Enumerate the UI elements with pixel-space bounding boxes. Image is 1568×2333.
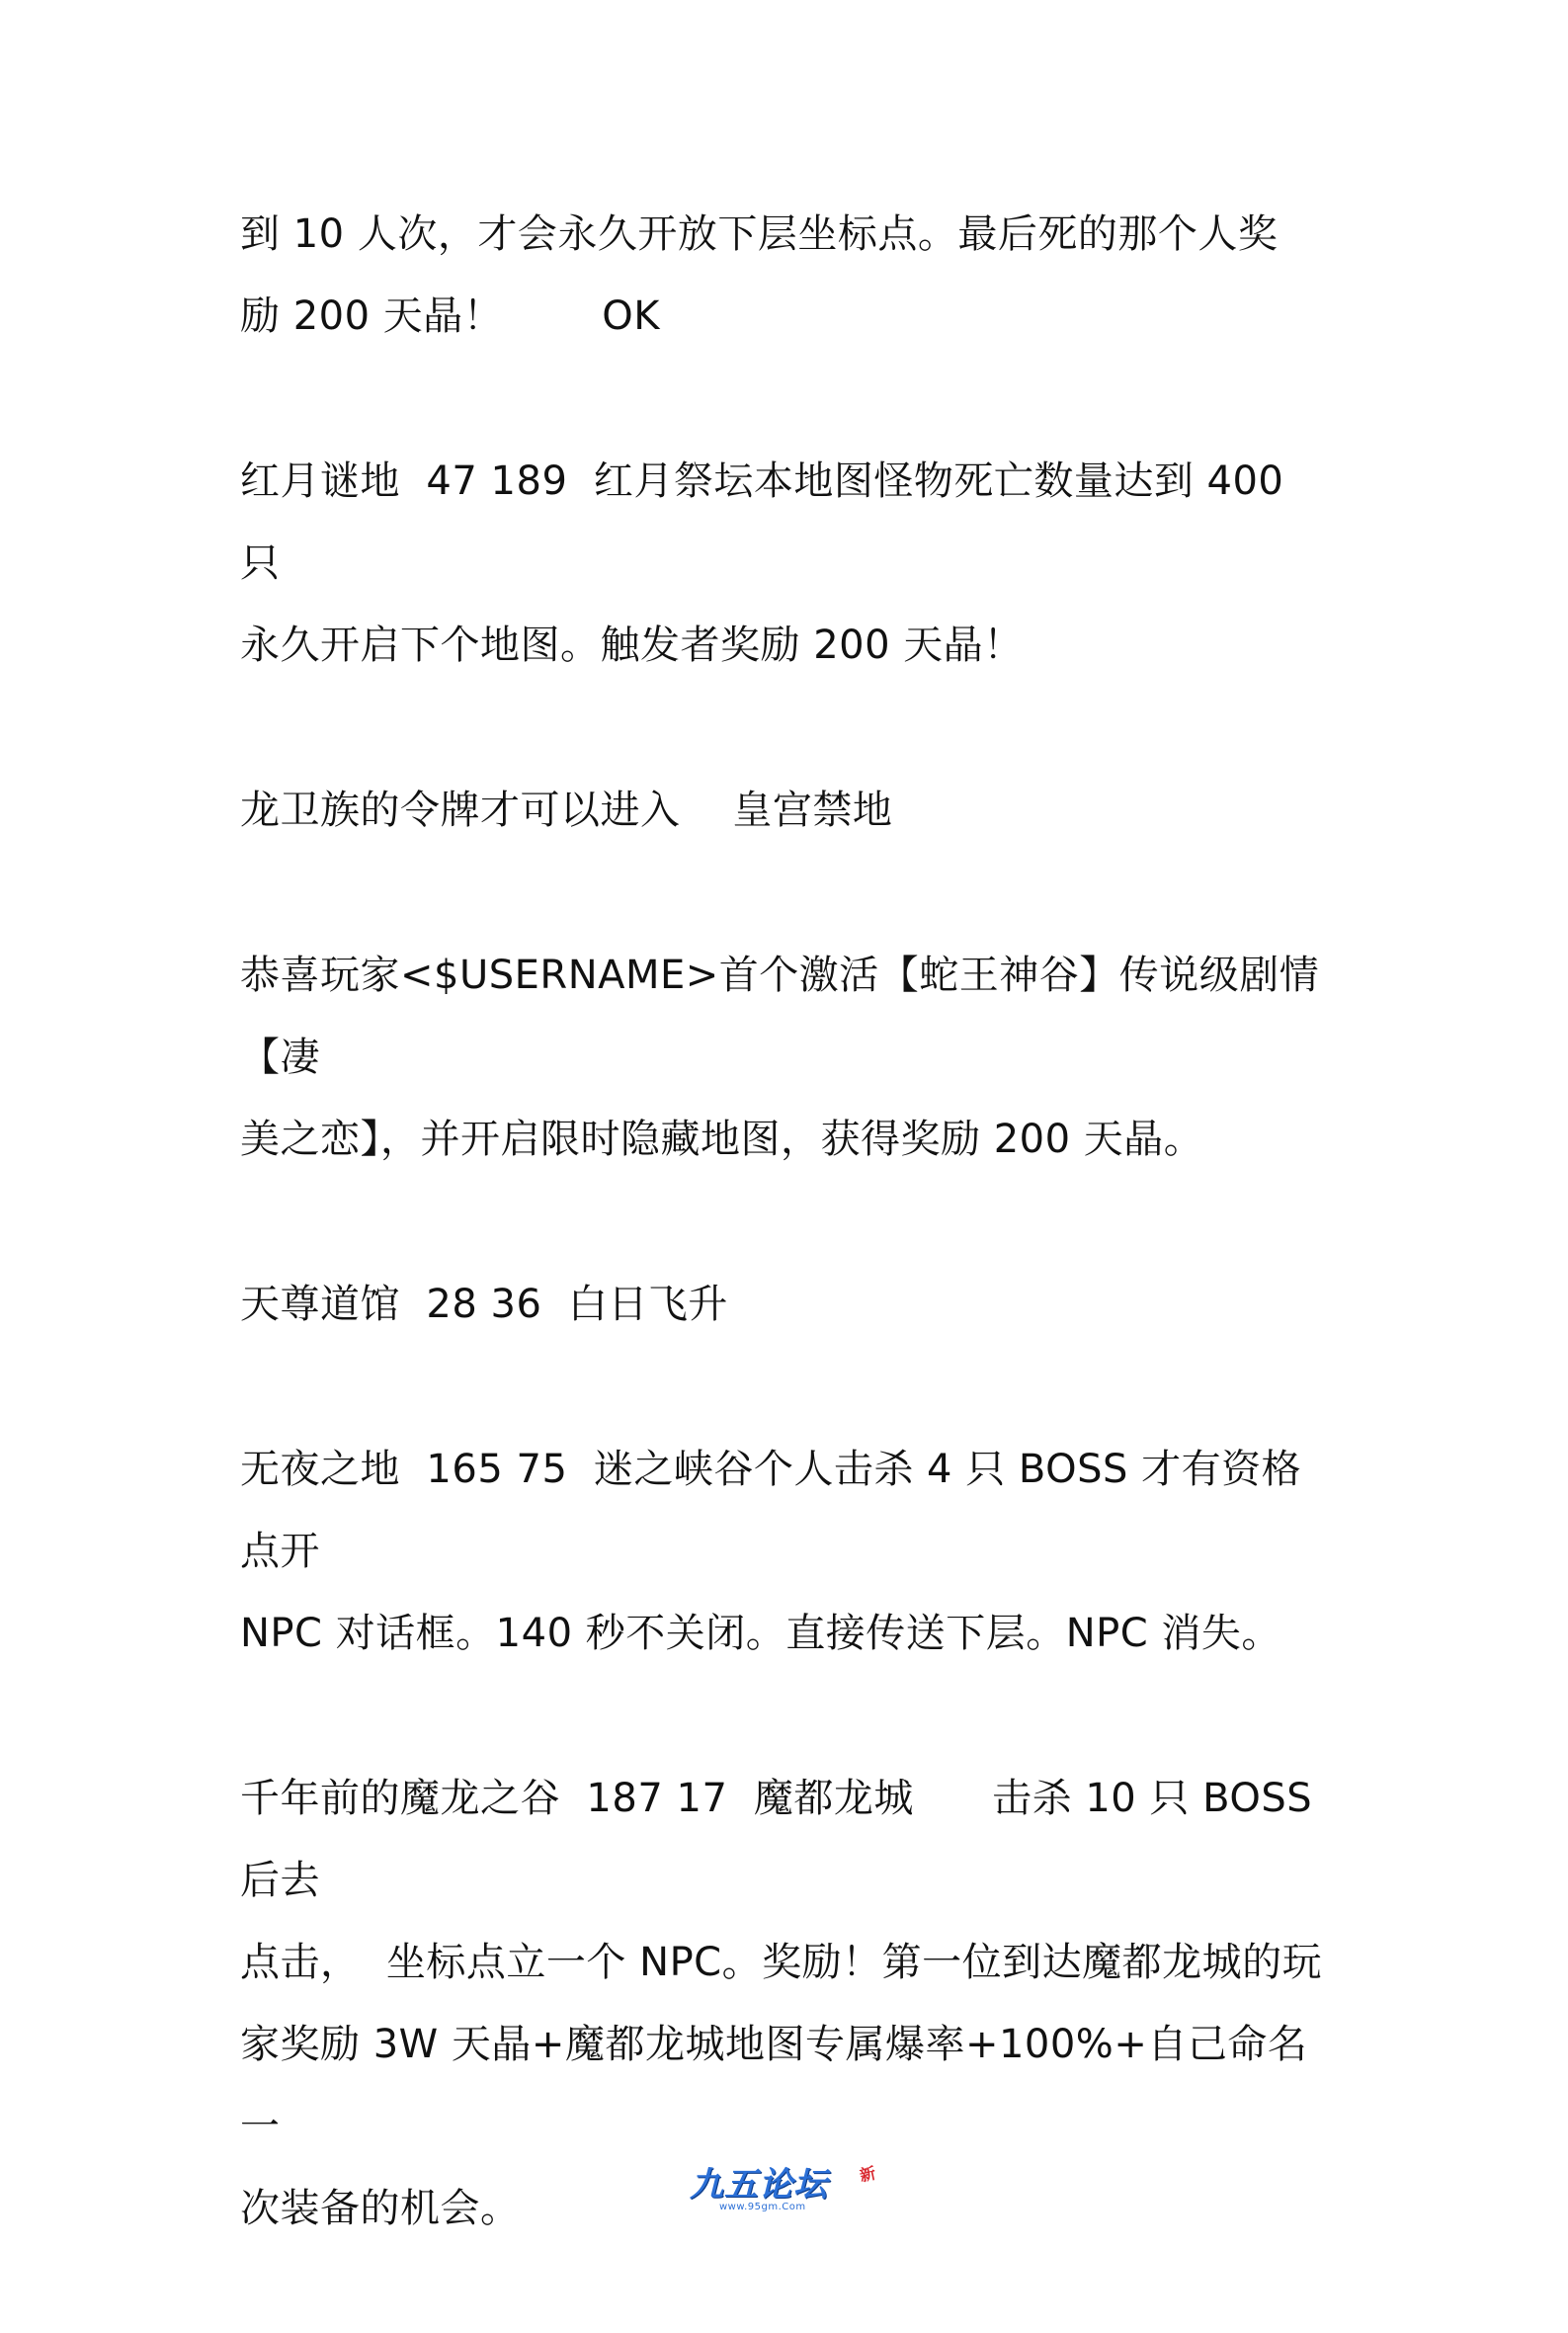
forum-logo	[690, 2163, 897, 2215]
paragraph-1-line-1: 到 10 人次，才会永久开放下层坐标点。最后死的那个人奖	[240, 211, 1279, 257]
paragraph-1	[240, 194, 1337, 358]
paragraph-3-line-1: 龙卫族的令牌才可以进入 皇宫禁地	[240, 788, 893, 833]
paragraph-6-line-1: 无夜之地 165 75 迷之峡谷个人击杀 4 只 BOSS 才有资格点开	[240, 1447, 1302, 1574]
paragraph-7-line-2: 点击， 坐标点立一个 NPC。奖励！第一位到达魔都龙城的玩	[240, 1940, 1323, 1985]
paragraph-1-line-2: 励 200 天晶！	[240, 293, 504, 339]
paragraph-6	[240, 1429, 1337, 1675]
paragraph-2-line-2: 永久开启下个地图。触发者奖励 200 天晶！	[240, 623, 1024, 668]
document-body	[240, 194, 1337, 2333]
ok-mark: OK	[602, 293, 660, 339]
paragraph-4-line-2: 美之恋】，并开启限时隐藏地图，获得奖励 200 天晶。	[240, 1117, 1204, 1162]
paragraph-3	[240, 770, 1337, 852]
paragraph-2-line-1: 红月谜地 47 189 红月祭坛本地图怪物死亡数量达到 400 只	[240, 458, 1297, 586]
paragraph-7-line-4: 次装备的机会。	[240, 2186, 521, 2231]
paragraph-7-line-3: 家奖励 3W 天晶+魔都龙城地图专属爆率+100%+自己命名一	[240, 2022, 1308, 2149]
paragraph-4	[240, 935, 1337, 1181]
logo-url: www.95gm.Com	[719, 2202, 806, 2212]
logo-wordmark: 九五论坛	[690, 2165, 828, 2205]
paragraph-5	[240, 1264, 1337, 1346]
paragraph-5-line-1: 天尊道馆 28 36 白日飞升	[240, 1282, 728, 1327]
logo-stamp: 新	[858, 2163, 878, 2186]
paragraph-2	[240, 441, 1337, 687]
paragraph-7-line-1: 千年前的魔龙之谷 187 17 魔都龙城 击杀 10 只 BOSS 后去	[240, 1776, 1326, 1903]
paragraph-4-line-1: 恭喜玩家<$USERNAME>首个激活【蛇王神谷】传说级剧情【凄	[240, 953, 1320, 1080]
paragraph-6-line-2: NPC 对话框。140 秒不关闭。直接传送下层。NPC 消失。	[240, 1611, 1281, 1656]
